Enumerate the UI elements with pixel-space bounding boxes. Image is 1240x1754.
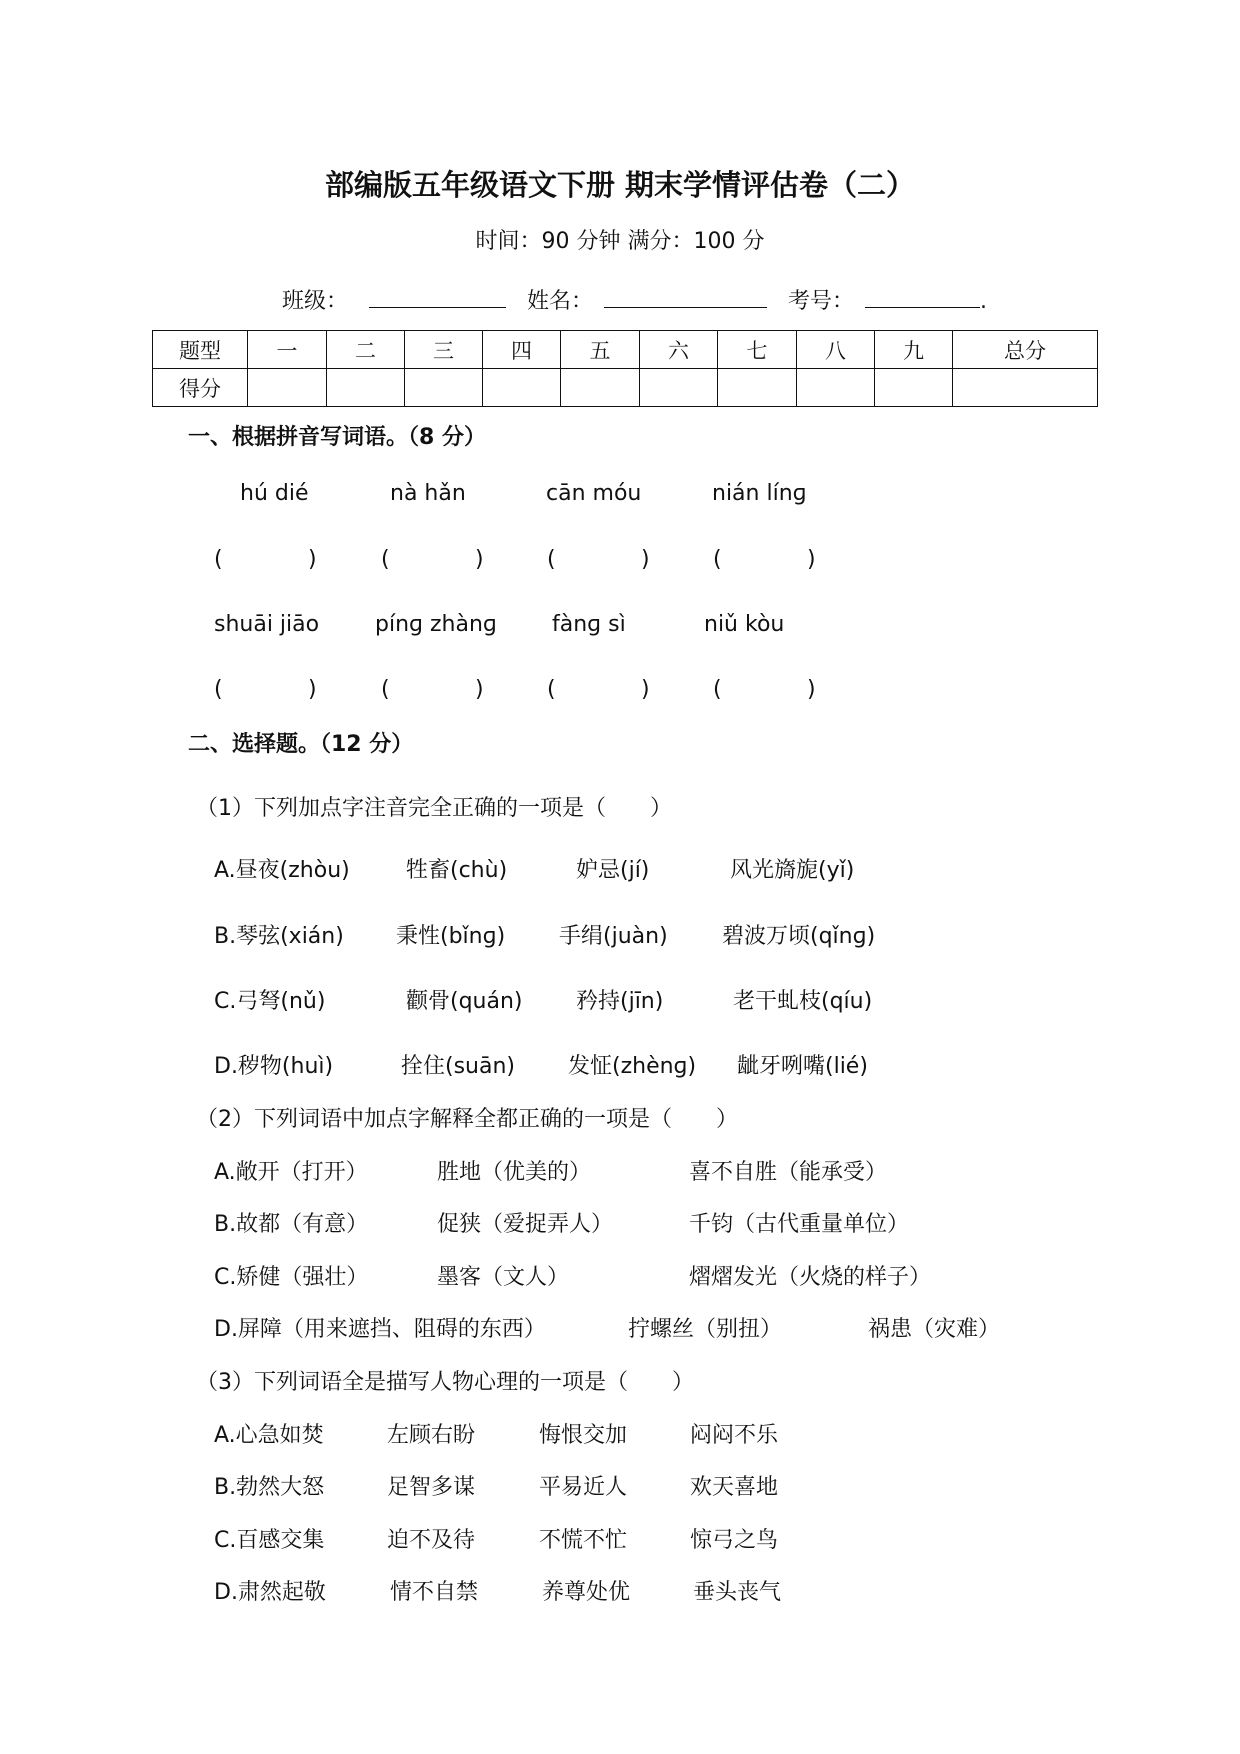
paren-close: ): [807, 547, 816, 572]
q2-option-b-1: B.故都（有意）: [214, 1212, 369, 1237]
score-header-cell: 五: [561, 331, 640, 369]
q1-option-d-4: 龇牙咧嘴(lié): [737, 1054, 868, 1079]
q3-option-c-1: C.百感交集: [214, 1528, 325, 1553]
q2-option-c-3: 熠熠发光（火烧的样子）: [689, 1265, 932, 1290]
q3-option-a-3: 悔恨交加: [539, 1423, 628, 1448]
class-field[interactable]: [369, 285, 506, 308]
score-row-label: 得分: [153, 369, 248, 407]
q3-option-b-2: 足智多谋: [387, 1475, 476, 1500]
paren-open: (: [214, 677, 223, 702]
q3-option-d-2: 情不自禁: [390, 1580, 479, 1605]
paren-open: (: [547, 547, 556, 572]
paren-close: ): [641, 677, 650, 702]
section1-heading: 一、根据拼音写词语。（8 分）: [188, 425, 486, 450]
q1-option-c-1: C.弓弩(nǔ): [214, 989, 326, 1014]
q2-option-c-1: C.矫健（强壮）: [214, 1265, 369, 1290]
q3-option-b-1: B.勃然大怒: [214, 1475, 325, 1500]
q2-option-d-2: 拧螺丝（别扭）: [628, 1317, 783, 1342]
number-label: 考号：: [788, 289, 855, 314]
paren-open: (: [381, 547, 390, 572]
pinyin-item: pínɡ zhànɡ: [375, 612, 497, 637]
paren-close: ): [807, 677, 816, 702]
q3-option-c-2: 迫不及待: [387, 1528, 476, 1553]
q2-option-d-3: 祸患（灾难）: [868, 1317, 1001, 1342]
score-table-header-row: [153, 331, 1098, 369]
score-header-cell: 九: [875, 331, 953, 369]
q1-option-a-3: 妒忌(jí): [576, 858, 650, 883]
score-header-cell: 一: [248, 331, 327, 369]
score-header-cell: 三: [405, 331, 483, 369]
number-field[interactable]: [865, 285, 980, 308]
pinyin-item: nián línɡ: [712, 481, 807, 506]
pinyin-item: nà hǎn: [390, 481, 466, 506]
question-2-stem: （2）下列词语中加点字解释全都正确的一项是（ ）: [196, 1107, 738, 1132]
pinyin-item: hú dié: [240, 481, 309, 506]
score-table: [152, 330, 1098, 407]
exam-title: 部编版五年级语文下册 期末学情评估卷（二）: [324, 168, 916, 202]
q3-option-b-3: 平易近人: [539, 1475, 628, 1500]
paren-open: (: [214, 547, 223, 572]
score-cell[interactable]: [640, 369, 718, 407]
score-header-cell: 总分: [953, 331, 1098, 369]
q2-option-a-2: 胜地（优美的）: [437, 1160, 592, 1185]
section2-heading: 二、选择题。（12 分）: [188, 732, 414, 757]
q1-option-a-2: 牲畜(chù): [406, 858, 508, 883]
q2-option-b-3: 千钧（古代重量单位）: [689, 1212, 910, 1237]
q1-option-a-4: 风光旖旎(yǐ): [730, 858, 855, 883]
info-end: .: [980, 289, 988, 314]
score-header-cell: 题型: [153, 331, 248, 369]
q2-option-a-1: A.敞开（打开）: [214, 1160, 368, 1185]
student-info-line: [282, 284, 987, 315]
q2-option-b-2: 促狭（爱捉弄人）: [437, 1212, 614, 1237]
pinyin-item: cān móu: [546, 481, 642, 506]
q3-option-c-4: 惊弓之鸟: [690, 1528, 779, 1553]
q1-option-c-4: 老干虬枝(qíu): [733, 989, 873, 1014]
q1-option-d-1: D.秽物(huì): [214, 1054, 334, 1079]
q2-option-c-2: 墨客（文人）: [437, 1265, 570, 1290]
paren-open: (: [713, 547, 722, 572]
question-1-stem: （1）下列加点字注音完全正确的一项是（ ）: [196, 796, 672, 821]
q3-option-c-3: 不慌不忙: [539, 1528, 628, 1553]
q1-option-c-3: 矜持(jīn): [576, 989, 664, 1014]
paren-close: ): [308, 677, 317, 702]
q2-option-a-3: 喜不自胜（能承受）: [689, 1160, 888, 1185]
pinyin-item: niǔ kòu: [704, 612, 785, 637]
score-cell[interactable]: [327, 369, 405, 407]
name-field[interactable]: [604, 285, 767, 308]
q3-option-d-3: 养尊处优: [542, 1580, 631, 1605]
q1-option-c-2: 颧骨(quán): [406, 989, 523, 1014]
score-cell[interactable]: [875, 369, 953, 407]
q3-option-d-4: 垂头丧气: [693, 1580, 782, 1605]
q1-option-b-1: B.琴弦(xián): [214, 924, 344, 949]
score-cell[interactable]: [561, 369, 640, 407]
score-header-cell: 二: [327, 331, 405, 369]
exam-time-score: 时间：90 分钟 满分：100 分: [475, 229, 765, 254]
q1-option-a-1: A.昼夜(zhòu): [214, 858, 350, 883]
score-header-cell: 六: [640, 331, 718, 369]
score-cell[interactable]: [718, 369, 797, 407]
score-cell[interactable]: [797, 369, 875, 407]
q3-option-a-1: A.心急如焚: [214, 1423, 324, 1448]
paren-open: (: [713, 677, 722, 702]
score-header-cell: 七: [718, 331, 797, 369]
score-table-score-row: [153, 369, 1098, 407]
q1-option-b-2: 秉性(bǐnɡ): [396, 924, 506, 949]
q3-option-a-2: 左顾右盼: [387, 1423, 476, 1448]
score-cell[interactable]: [953, 369, 1098, 407]
q3-option-d-1: D.肃然起敬: [214, 1580, 326, 1605]
paren-close: ): [641, 547, 650, 572]
q1-option-b-3: 手绢(juàn): [559, 924, 668, 949]
paren-close: ): [475, 547, 484, 572]
q2-option-d-1: D.屏障（用来遮挡、阻碍的东西）: [214, 1317, 546, 1342]
q1-option-d-3: 发怔(zhènɡ): [568, 1054, 697, 1079]
paren-close: ): [475, 677, 484, 702]
class-label: 班级：: [282, 289, 349, 314]
score-cell[interactable]: [248, 369, 327, 407]
question-3-stem: （3）下列词语全是描写人物心理的一项是（ ）: [196, 1370, 694, 1395]
paren-close: ): [308, 547, 317, 572]
q1-option-d-2: 拴住(suān): [401, 1054, 515, 1079]
score-header-cell: 八: [797, 331, 875, 369]
name-label: 姓名：: [527, 289, 594, 314]
q1-option-b-4: 碧波万顷(qǐnɡ): [722, 924, 876, 949]
score-cell[interactable]: [405, 369, 483, 407]
q3-option-b-4: 欢天喜地: [690, 1475, 779, 1500]
pinyin-item: shuāi jiāo: [214, 612, 320, 637]
pinyin-item: fànɡ sì: [552, 612, 626, 637]
paren-open: (: [547, 677, 556, 702]
score-cell[interactable]: [483, 369, 561, 407]
q3-option-a-4: 闷闷不乐: [690, 1423, 779, 1448]
score-header-cell: 四: [483, 331, 561, 369]
paren-open: (: [381, 677, 390, 702]
